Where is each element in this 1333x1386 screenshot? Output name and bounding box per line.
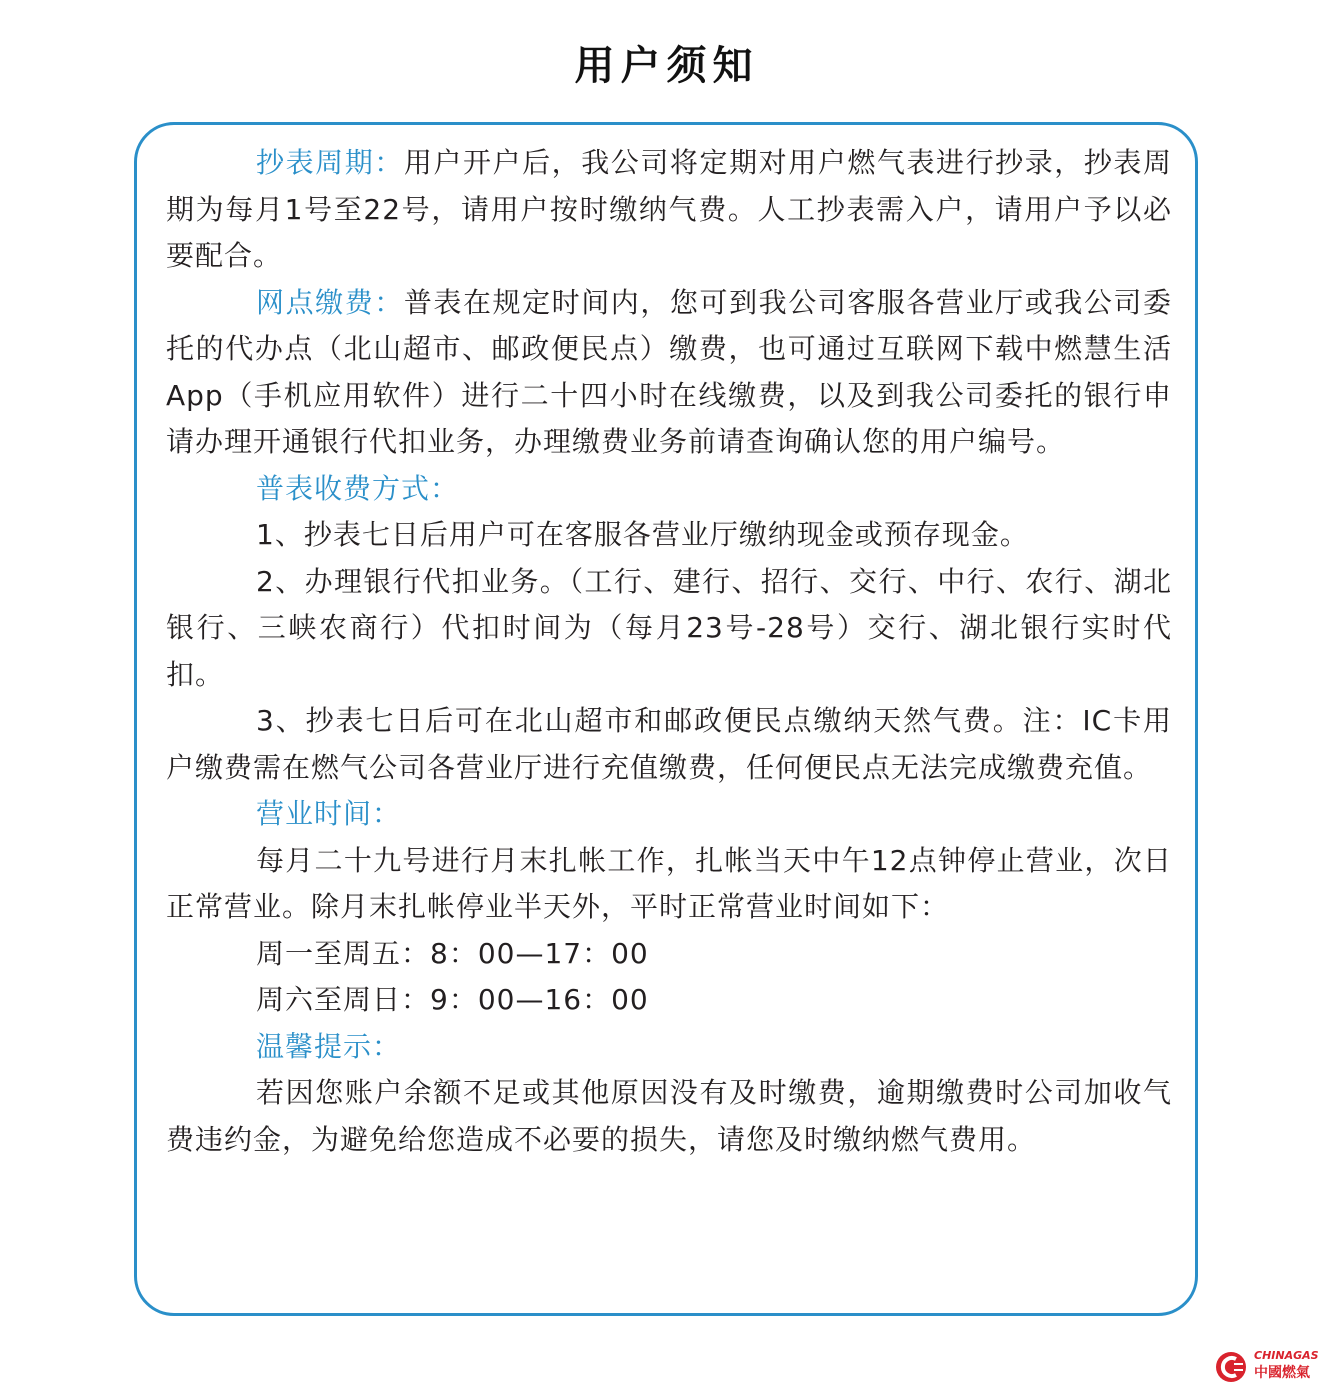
charging-item-2: 2、办理银行代扣业务。（工行、建行、招行、交行、中行、农行、湖北银行、三峡农商行）代扣时间为（每月23号-28号）交行、湖北银行实时代扣。: [166, 564, 1172, 691]
logo-text-en: CHINAGAS: [1254, 1349, 1319, 1362]
outlet-payment-heading: 网点缴费：: [256, 285, 404, 319]
tips-heading: 温馨提示：: [256, 1029, 402, 1063]
charging-item-3: 3、抄表七日后可在北山超市和邮政便民点缴纳天然气费。注：IC卡用户缴费需在燃气公司各营业厅进行充值缴费，任何便民点无法完成缴费充值。: [166, 704, 1172, 784]
outlet-payment-text: 普表在规定时间内，您可到我公司客服各营业厅或我公司委托的代办点（北山超市、邮政便民点）缴费，也可通过互联网下载中燃慧生活App（手机应用软件）进行二十四小时在线缴费，以及到我公司委托的银行申请办理开通银行代扣业务，办理缴费业务前请查询确认您的用户编号。: [166, 285, 1172, 458]
reading-cycle-heading: 抄表周期：: [256, 146, 404, 179]
business-hours-heading: 营业时间：: [256, 797, 402, 830]
business-hours-weekday: 周一至周五：8：00—17：00: [256, 936, 649, 970]
chinagas-logo: [1214, 1348, 1330, 1384]
reading-cycle-paragraph: [166, 140, 1172, 280]
business-hours-weekend: 周六至周日：9：00—16：00: [256, 983, 649, 1016]
outlet-payment-paragraph: [166, 280, 1172, 466]
chinagas-logo-mark-icon: [1214, 1350, 1248, 1384]
business-hours-text: 每月二十九号进行月末扎帐工作，扎帐当天中午12点钟停止营业，次日正常营业。除月末扎帐停业半天外，平时正常营业时间如下：: [166, 843, 1172, 923]
page-title: 用户须知: [574, 43, 759, 89]
tips-text: 若因您账户余额不足或其他原因没有及时缴费，逾期缴费时公司加收气费违约金，为避免给您造成不必要的损失，请您及时缴纳燃气费用。: [166, 1076, 1172, 1156]
notice-content: [166, 140, 1172, 1163]
charging-item-1: 1、抄表七日后用户可在客服各营业厅缴纳现金或预存现金。: [256, 518, 1029, 551]
charging-method-heading: 普表收费方式：: [256, 471, 460, 505]
logo-text-cn: 中國燃氣: [1254, 1365, 1310, 1381]
reading-cycle-text: 用户开户后，我公司将定期对用户燃气表进行抄录，抄表周期为每月1号至22号，请用户按时缴纳气费。人工抄表需入户，请用户予以必要配合。: [166, 146, 1172, 272]
